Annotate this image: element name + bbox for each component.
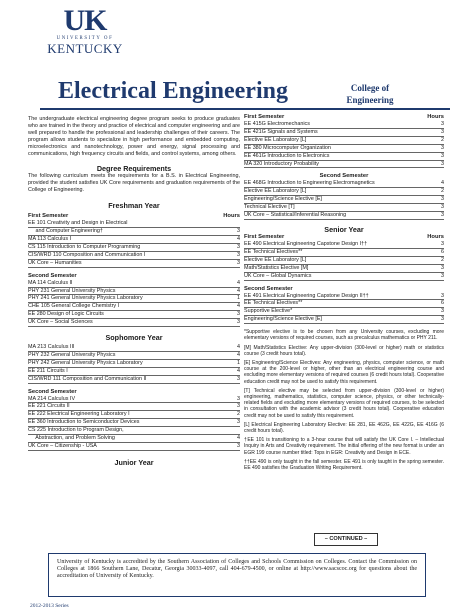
course-name: PHY 242 General University Physics Laboratory — [28, 359, 143, 366]
course-row — [28, 319, 240, 327]
uk-logo — [30, 4, 140, 56]
sophomore-second-semester-list — [28, 396, 240, 451]
course-name: UK Core – Social Sciences — [28, 319, 93, 326]
course-hours: 3 — [237, 311, 240, 318]
course-row — [28, 443, 240, 451]
freshman-second-semester-header — [28, 273, 240, 280]
course-row — [244, 212, 444, 220]
course-name: CS 115 Introduction to Computer Programming — [28, 243, 141, 250]
course-hours: 3 — [441, 160, 444, 167]
course-name: Abstraction, and Problem Solving — [28, 435, 115, 442]
course-row — [28, 403, 240, 411]
sophomore-heading: Sophomore Year — [105, 333, 163, 343]
course-row — [28, 252, 240, 260]
semester-label: First Semester — [244, 233, 285, 240]
semester-label: Second Semester — [28, 272, 77, 279]
degree-requirements-heading: Degree Requirements — [96, 164, 172, 174]
course-name: EE 101 Creativity and Design in Electrical — [28, 220, 128, 227]
course-hours: 3 — [237, 251, 240, 258]
course-hours: 2 — [441, 188, 444, 195]
course-hours: 3 — [237, 419, 240, 426]
course-hours: 3 — [441, 264, 444, 271]
right-column — [244, 114, 444, 474]
course-hours: 3 — [441, 272, 444, 279]
course-name: CIS/WRD 110 Composition and Communication I — [28, 251, 146, 258]
course-name: UK Core – Citizenship - USA — [28, 443, 97, 449]
note-ee101: †EE 101 is transitioning to a 3-hour course that will satisfy the UK Core I. – Intellectual Inquiry in Arts and Creativity requirement. The initial offering of the new format is under an EGR 199 course number titled: Tops in EGR: Creativity and Design in ECE. — [244, 437, 444, 456]
course-hours: 3 — [237, 395, 240, 402]
freshman-first-semester-header — [28, 213, 240, 220]
junior-heading: Junior Year — [114, 457, 154, 467]
course-hours: 4 — [237, 287, 240, 294]
senior-second-semester-list — [244, 293, 444, 325]
course-hours: 2 — [237, 411, 240, 418]
course-row — [244, 308, 444, 316]
course-name: EE 415G Electromechanics — [244, 121, 310, 127]
course-row — [244, 161, 444, 169]
continued-badge: – CONTINUED – — [314, 533, 378, 546]
note-technical: [T] Technical elective may be selected from upper-division (300-level or higher) engineering, mathematics, statistics, computer science, physics, or other technically-related fields and excluding more elementary versions of required courses, to be selected in consultation with the academic advisor (3 credit hours total). Cooperative education credit may not be used to satisfy this requirement. — [244, 387, 444, 419]
course-name: Engineering/Science Elective [E] — [244, 196, 322, 203]
semester-label: First Semester — [28, 213, 69, 220]
course-name: Engineering/Science Elective [E] — [244, 316, 322, 323]
freshman-second-semester-list — [28, 280, 240, 327]
course-name: Technical Elective [T] — [244, 204, 295, 211]
course-name: MA 214 Calculus IV — [28, 395, 76, 402]
course-row — [28, 236, 240, 244]
course-hours: 6 — [441, 248, 444, 255]
course-hours: 4 — [237, 435, 240, 442]
course-hours: 3 — [237, 243, 240, 250]
course-name: EE 221 Circuits II — [28, 403, 70, 410]
senior-first-semester-list — [244, 241, 444, 281]
course-row — [28, 411, 240, 419]
course-hours: 3 — [237, 228, 240, 235]
course-row — [244, 300, 444, 308]
college-line-2: Engineering — [346, 95, 394, 105]
note-math: [M] Math/Statistics Elective: Any upper-division (300-level or higher) math or statistics course (3 credit hours total). — [244, 344, 444, 357]
course-name: EE 461G Introduction to Electronics — [244, 152, 330, 159]
course-name: PHY 231 General University Physics — [28, 287, 116, 294]
course-name: PHY 241 General University Physics Laboratory — [28, 295, 143, 302]
course-hours: 3 — [441, 121, 444, 127]
freshman-heading: Freshman Year — [108, 201, 160, 211]
course-hours: 2 — [441, 256, 444, 263]
course-hours: 3 — [441, 292, 444, 299]
course-row — [28, 368, 240, 376]
note-supportive: *Supportive elective is to be chosen from any University courses, excluding more elementary versions of required courses, such as precalculus mathematics or PHY 211. — [244, 329, 444, 342]
course-row — [244, 129, 444, 137]
junior-second-semester-list — [244, 180, 444, 220]
senior-second-semester-header — [244, 286, 444, 293]
page-title: Electrical Engineering — [58, 78, 288, 104]
course-row — [28, 376, 240, 384]
freshman-first-semester-list — [28, 220, 240, 267]
course-row — [28, 244, 240, 252]
college-name — [330, 82, 410, 106]
course-row — [244, 265, 444, 273]
course-name: EE 211 Circuits I — [28, 367, 68, 374]
course-hours: 4 — [441, 180, 444, 187]
course-hours: 3 — [441, 204, 444, 211]
course-row — [244, 180, 444, 188]
uk-logo-mark: UK — [63, 4, 107, 37]
junior-second-semester-header — [244, 173, 444, 180]
senior-first-semester-header — [244, 234, 444, 241]
course-row — [28, 220, 240, 228]
note-capstone: ††EE 490 is only taught in the fall semester. EE 491 is only taught in the spring semester. EE 490 satisfies the Graduation Writing Requirement. — [244, 458, 444, 471]
course-row — [28, 311, 240, 319]
course-row — [244, 204, 444, 212]
course-row — [28, 352, 240, 360]
course-row — [28, 427, 240, 435]
course-row — [244, 273, 444, 281]
course-hours: 4 — [237, 351, 240, 358]
intro-paragraph: The undergraduate electrical engineering degree program seeks to produce graduates who are trained in the theory and practice of electrical and computer engineering and are well prepared to handle the professional and leadership challenges of their careers. The program allows students to specialize in high performance and embedded computing, microelectronics and nanotechnology, power and energy, signal processing and communications, high frequency circuits and fields, and control systems, among others. — [28, 116, 240, 157]
course-row — [28, 295, 240, 303]
course-name: CS 225 Introduction to Program Design, — [28, 427, 124, 434]
course-name: UK Core – Humanities — [28, 259, 82, 266]
sophomore-first-semester-list — [28, 344, 240, 384]
uk-logo-university-of: UNIVERSITY OF — [56, 36, 114, 41]
course-row — [28, 360, 240, 368]
course-hours: 3 — [441, 316, 444, 323]
course-name: EE 421G Signals and Systems — [244, 128, 318, 135]
course-row — [244, 249, 444, 257]
course-row — [28, 396, 240, 404]
course-name: UK Core – Statistical/Inferential Reasoning — [244, 212, 347, 219]
course-hours: 4 — [237, 235, 240, 242]
course-name: MA 114 Calculus II — [28, 279, 73, 286]
note-engineering-science: [E] Engineering/Science Electives: Any engineering, physics, computer science, or math course at the 200-level or higher, other than an electrical engineering course and excluding more elementary versions of required courses (6 credit hours total). Cooperative education credit may not be used to satisfy this requirement. — [244, 359, 444, 385]
course-name: MA 320 Introductory Probability — [244, 160, 319, 167]
course-hours: 3 — [237, 259, 240, 266]
course-hours: 3 — [441, 212, 444, 219]
course-row — [244, 121, 444, 129]
hours-label: Hours — [223, 213, 240, 220]
course-hours: 4 — [237, 344, 240, 351]
course-hours: 3 — [441, 152, 444, 159]
course-row — [28, 260, 240, 268]
course-hours: 3 — [441, 240, 444, 247]
course-hours: 3 — [237, 403, 240, 410]
course-name: MA 113 Calculus I — [28, 235, 72, 242]
semester-label: Second Semester — [319, 173, 369, 180]
course-hours: 3 — [237, 443, 240, 449]
course-name: EE Technical Electives** — [244, 248, 303, 255]
course-hours: 4 — [237, 279, 240, 286]
junior-first-semester-list — [244, 121, 444, 168]
course-row — [244, 188, 444, 196]
course-row — [244, 257, 444, 265]
uk-logo-kentucky: KENTUCKY — [47, 41, 123, 56]
course-name: EE 380 Microcomputer Organization — [244, 144, 331, 151]
course-hours: 3 — [237, 319, 240, 326]
course-name: EE 490 Electrical Engineering Capstone Design I†† — [244, 240, 368, 247]
course-name: Elective EE Laboratory [L] — [244, 188, 307, 195]
course-row — [244, 196, 444, 204]
course-row — [244, 316, 444, 324]
semester-label: Second Semester — [28, 388, 77, 395]
course-hours: 1 — [237, 359, 240, 366]
note-lab: [L] Electrical Engineering Laboratory Elective: EE 281, EE 462G, EE 422G, EE 416G (6 credit hours total). — [244, 421, 444, 434]
course-row — [244, 293, 444, 301]
course-name: EE 222 Electrical Engineering Laboratory I — [28, 411, 130, 418]
course-name: Supportive Elective* — [244, 308, 293, 315]
course-hours: 6 — [441, 300, 444, 307]
course-hours: 3 — [441, 196, 444, 203]
sophomore-second-semester-header — [28, 389, 240, 396]
course-row — [28, 419, 240, 427]
course-row — [28, 435, 240, 443]
course-name: PHY 232 General University Physics — [28, 351, 116, 358]
course-row — [244, 145, 444, 153]
course-name: MA 213 Calculus III — [28, 344, 75, 351]
semester-label: Second Semester — [244, 285, 293, 292]
course-name: EE 360 Introduction to Semiconductor Devices — [28, 419, 140, 426]
college-line-1: College of — [350, 83, 390, 93]
header-rule — [40, 108, 450, 110]
course-row — [244, 153, 444, 161]
course-name: EE 468G Introduction to Engineering Electromagnetics — [244, 180, 375, 187]
course-name: EE 280 Design of Logic Circuits — [28, 311, 104, 318]
course-name: EE 491 Electrical Engineering Capstone Design II†† — [244, 292, 369, 299]
course-name: and Computer Engineering† — [28, 228, 103, 235]
course-row — [28, 280, 240, 288]
semester-label: First Semester — [244, 114, 285, 120]
course-name: Math/Statistics Elective [M] — [244, 264, 309, 271]
hours-label: Hours — [427, 233, 444, 240]
left-column — [28, 116, 240, 467]
footnotes — [244, 329, 444, 471]
accreditation-footer: University of Kentucky is accredited by the Southern Association of Colleges and Schools Commission on Colleges. Contact the Commission on Colleges at 1866 Southern Lane, Decatur, Georgia 30033-4097, call 404-679-4500, or online at http://www.sacscoc.org for questions about the accreditation of University of Kentucky. — [48, 553, 426, 597]
course-name: CIS/WRD 111 Composition and Communication II — [28, 375, 147, 382]
degree-requirements-text: The following curriculum meets the requirements for a B.S. in Electrical Engineering, provided the student satisfies UK Core requirements and graduation requirements of the College of Engineering. — [28, 173, 240, 194]
course-hours: 3 — [441, 144, 444, 151]
course-row — [28, 344, 240, 352]
course-row — [28, 288, 240, 296]
series-label: 2012-2013 Series — [30, 603, 69, 609]
course-hours: 3 — [237, 375, 240, 382]
course-row — [28, 303, 240, 311]
course-row — [244, 241, 444, 249]
course-hours: 2 — [441, 136, 444, 143]
senior-heading: Senior Year — [324, 224, 364, 234]
course-name: UK Core – Global Dynamics — [244, 272, 312, 279]
course-row — [244, 137, 444, 145]
course-hours: 3 — [441, 128, 444, 135]
course-name: EE Technical Electives** — [244, 300, 303, 307]
junior-first-semester-header — [244, 114, 444, 121]
course-row — [28, 228, 240, 236]
course-hours: 4 — [237, 367, 240, 374]
hours-label: Hours — [427, 114, 444, 120]
course-name: Elective EE Laboratory [L] — [244, 136, 307, 143]
course-name: CHE 105 General College Chemistry I — [28, 303, 120, 310]
course-hours: 4 — [237, 303, 240, 310]
course-hours: 3 — [441, 308, 444, 315]
course-name: Elective EE Laboratory [L] — [244, 256, 307, 263]
course-hours: 1 — [237, 295, 240, 302]
